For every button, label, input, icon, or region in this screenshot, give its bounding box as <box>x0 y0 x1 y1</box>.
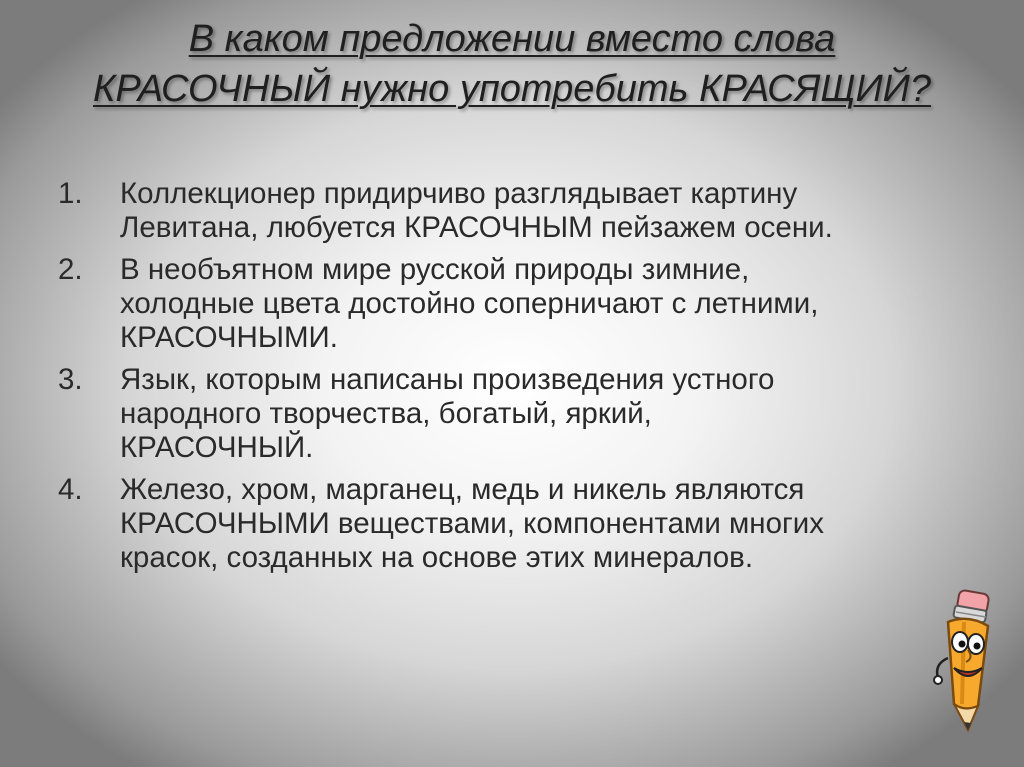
item-number: 4. <box>58 473 83 506</box>
item-text <box>120 363 978 465</box>
item-text-line: красок, созданных на основе этих минералов. <box>120 541 754 574</box>
item-text <box>120 177 978 245</box>
list-item <box>58 177 978 245</box>
title-line-1: В каком предложении вместо слова <box>188 18 836 60</box>
item-text <box>120 473 978 575</box>
item-number: 1. <box>58 177 83 210</box>
item-text-line: КРАСОЧНЫМИ. <box>120 321 338 354</box>
item-text-line: Коллекционер придирчиво разглядывает картину <box>120 177 798 210</box>
slide-title <box>40 14 984 114</box>
list-item <box>58 363 978 465</box>
item-text-line: КРАСОЧНЫМИ веществами, компонентами многих <box>120 507 824 540</box>
list-item <box>58 253 978 355</box>
item-text-line: Левитана, любуется КРАСОЧНЫМ пейзажем осени. <box>120 211 833 244</box>
item-text-line: народного творчества, богатый, яркий, <box>120 397 652 430</box>
item-number: 2. <box>58 253 83 286</box>
item-text <box>120 253 978 355</box>
item-text-line: Язык, которым написаны произведения устного <box>120 363 775 396</box>
item-text-line: холодные цвета достойно соперничают с летними, <box>120 287 819 320</box>
title-line-2: КРАСОЧНЫЙ нужно употребить КРАСЯЩИЙ? <box>93 68 931 110</box>
cartoon-pencil-icon <box>918 578 1010 738</box>
item-text-line: Железо, хром, марганец, медь и никель являются <box>120 473 805 506</box>
answer-options-list <box>58 177 978 583</box>
item-number: 3. <box>58 363 83 396</box>
list-item <box>58 473 978 575</box>
item-text-line: В необъятном мире русской природы зимние, <box>120 253 750 286</box>
item-text-line: КРАСОЧНЫЙ. <box>120 431 314 464</box>
